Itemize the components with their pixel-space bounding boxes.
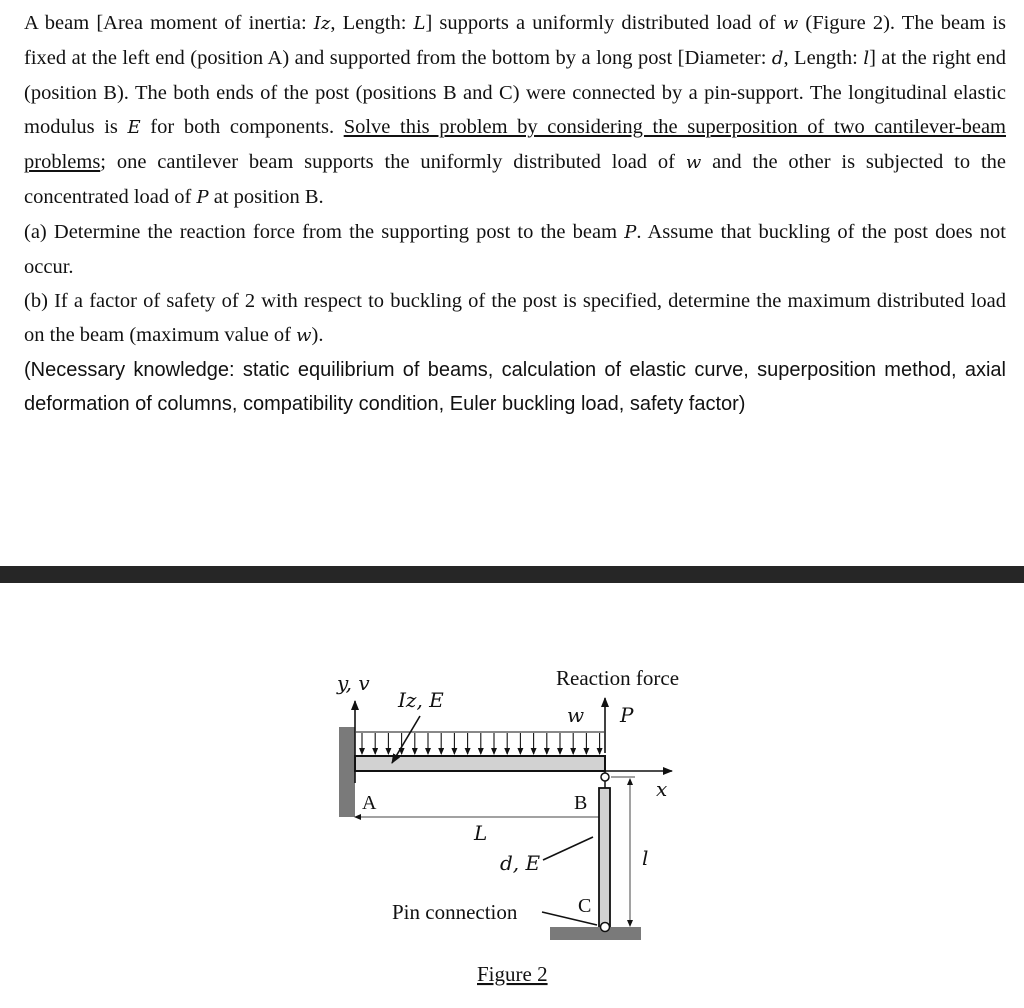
pin-connection-label: Pin connection — [392, 900, 518, 924]
text: ; one cantilever beam supports the uniformly distributed load of — [100, 151, 686, 173]
point-c-label: C — [578, 895, 592, 917]
fixed-wall — [339, 727, 355, 817]
problem-statement — [24, 6, 1006, 421]
post — [599, 788, 610, 928]
reaction-force-title: Reaction force — [556, 666, 680, 690]
figure-caption: Figure 2 — [477, 962, 548, 986]
length-l-beam-label: L — [474, 821, 488, 845]
text: , Length: — [330, 12, 414, 34]
symbol-w: w — [685, 152, 702, 173]
symbol-e: E — [127, 117, 141, 138]
pin-c — [601, 923, 610, 932]
symbol-l-post: l — [863, 48, 870, 69]
part-a — [24, 215, 1006, 284]
figure-2 — [0, 583, 1024, 1003]
beam-props-label: Iz, E — [398, 688, 444, 712]
beam — [355, 756, 605, 771]
point-a-label: A — [362, 792, 377, 814]
text: (a) Determine the reaction force from the supporting post to the beam — [24, 221, 625, 243]
part-b — [24, 284, 1006, 353]
ground — [550, 927, 641, 940]
x-axis-label: x — [656, 777, 668, 801]
symbol-iz: Iz — [313, 13, 331, 34]
text: ] supports a uniformly distributed load of — [425, 12, 783, 34]
load-w-label: w — [567, 703, 585, 727]
text: A beam [Area moment of inertia: — [24, 12, 314, 34]
post-pointer — [543, 837, 593, 860]
length-l-post-label: l — [642, 846, 649, 870]
text: ] at the right end (position B). The both ends of the post (positions B and C) were connected by a pin-support. The longitudinal elastic modulus is — [24, 47, 1006, 138]
beam-diagram — [0, 583, 1024, 1003]
symbol-p: P — [624, 222, 637, 243]
symbol-p: P — [196, 187, 209, 208]
axis-label-yv: y, v — [337, 671, 370, 695]
problem-intro — [24, 6, 1006, 215]
point-b-label: B — [574, 792, 588, 814]
symbol-l-beam: L — [413, 13, 426, 34]
text: and the other is subjected to the concentrated load of — [24, 151, 1006, 208]
post-props-label: d, E — [500, 851, 541, 875]
symbol-d: d — [771, 48, 784, 69]
text: ). — [311, 324, 324, 346]
text: . Assume that buckling of the post does not occur. — [24, 221, 1006, 278]
text: for both components. — [140, 116, 344, 138]
load-p-label: P — [620, 703, 634, 727]
distributed-load — [356, 732, 604, 754]
text: (b) If a factor of safety of 2 with respect to buckling of the post is specified, determine the maximum distributed load on the beam (maximum value of — [24, 290, 1006, 346]
separator-bar — [0, 566, 1024, 583]
necessary-knowledge: (Necessary knowledge: static equilibrium of beams, calculation of elastic curve, superposition method, axial deformation of columns, compatibility condition, Euler buckling load, safety factor) — [24, 359, 1006, 415]
symbol-w: w — [782, 13, 799, 34]
text: (Figure 2). The beam is fixed at the left end (position A) and supported from the bottom by a long post [Diameter: — [24, 12, 1006, 69]
symbol-w: w — [296, 325, 312, 346]
underlined-instruction: Solve this problem by considering the superposition of two cantilever-beam problems — [24, 116, 1006, 173]
text: , Length: — [783, 47, 864, 69]
text: at position B. — [208, 186, 324, 208]
pin-b — [601, 773, 609, 781]
